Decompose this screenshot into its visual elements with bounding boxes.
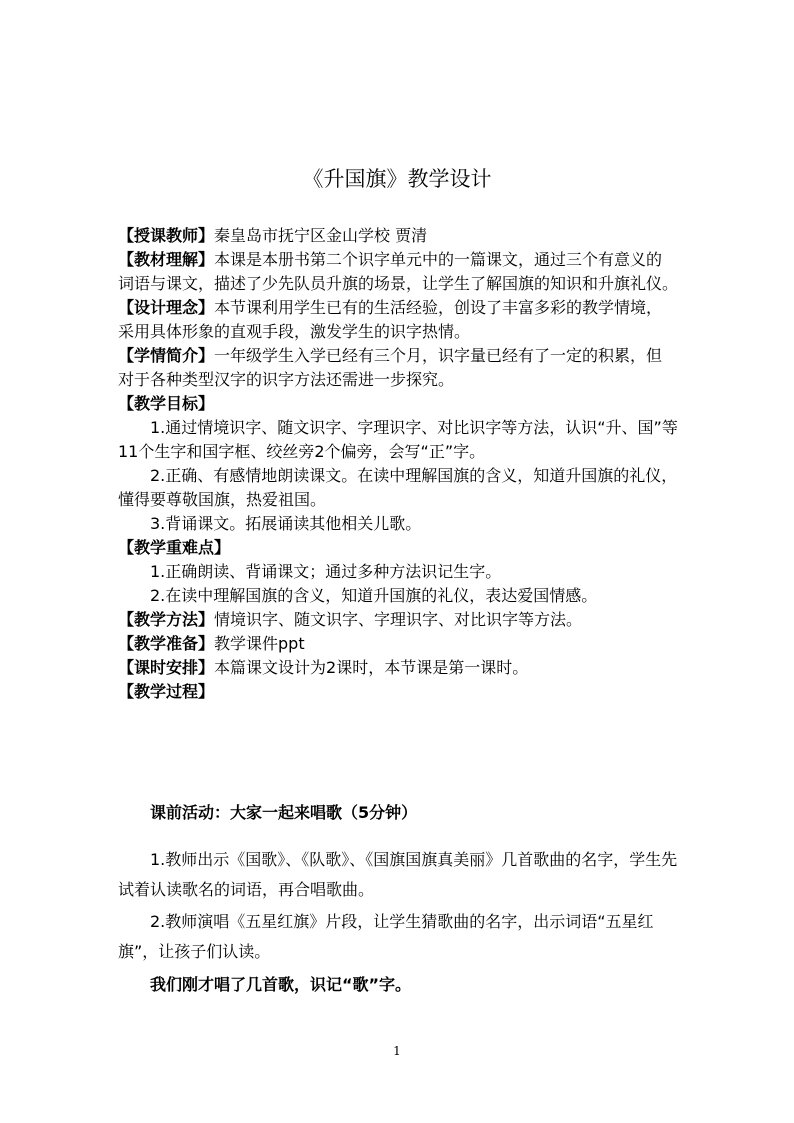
goal-item: 1.通过情境识字、随文识字、字理识字、对比识字等方法，认识“升、国”等11个生字和国字框、绞丝旁2个偏旁，会写“正”字。 xyxy=(118,418,678,461)
info-label: 【教学方法】 xyxy=(118,610,215,629)
info-text: 本篇课文设计为2课时，本节课是第一课时。 xyxy=(214,658,529,677)
activity-heading: 课前活动：大家一起来唱歌（5分钟） xyxy=(150,803,418,822)
info-label: 【教学准备】 xyxy=(118,634,215,653)
page-number: 1 xyxy=(393,1044,401,1058)
info-text: 教学课件ppt xyxy=(214,634,305,653)
info-label: 【授课教师】 xyxy=(118,226,215,245)
goal-item: 3.背诵课文。拓展诵读其他相关儿歌。 xyxy=(150,514,422,533)
process-label: 【教学过程】 xyxy=(118,682,215,701)
info-label: 【教材理解】 xyxy=(118,250,215,269)
info-label: 【设计理念】 xyxy=(118,298,215,317)
goal-item: 2.正确、有感情地朗读课文。在读中理解国旗的含义，知道升国旗的礼仪，懂得要尊敬国旗，热爱祖国。 xyxy=(118,466,678,509)
goals-label: 【教学目标】 xyxy=(118,394,215,413)
lesson-info-section xyxy=(118,224,678,704)
info-text: 本课是本册书第二个识字单元中的一篇课文，通过三个有意义的词语与课文，描述了少先队员升旗的场景，让学生了解国旗的知识和升旗礼仪。 xyxy=(118,250,679,293)
activity-paragraph: 2.教师演唱《五星红旗》片段，让学生猜歌曲的名字，出示词语“五星红旗”，让孩子们认读。 xyxy=(118,912,654,961)
activity-paragraph: 1.教师出示《国歌》、《队歌》、《国旗国旗真美丽》几首歌曲的名字，学生先试着认读歌名的词语，再合唱歌曲。 xyxy=(118,850,678,899)
info-teacher xyxy=(118,224,678,248)
info-text: 本节课利用学生已有的生活经验，创设了丰富多彩的教学情境，采用具体形象的直观手段，激发学生的识字热情。 xyxy=(118,298,663,341)
keypoint-item: 2.在读中理解国旗的含义，知道升国旗的礼仪，表达爱国情感。 xyxy=(150,586,598,605)
page-title: 《升国旗》教学设计 xyxy=(302,167,492,191)
info-students xyxy=(118,344,678,392)
info-schedule xyxy=(118,656,678,680)
info-text: 情境识字、随文识字、字理识字、对比识字等方法。 xyxy=(214,610,583,629)
info-label: 【课时安排】 xyxy=(118,658,215,677)
info-method xyxy=(118,608,678,632)
keypoint-item: 1.正确朗读、背诵课文；通过多种方法识记生字。 xyxy=(150,562,502,581)
activity-section xyxy=(118,801,678,997)
keypoints-label: 【教学重难点】 xyxy=(118,538,231,557)
activity-bold-line: 我们刚才唱了几首歌，识记“歌”字。 xyxy=(150,975,412,994)
info-prep xyxy=(118,632,678,656)
info-material xyxy=(118,248,678,296)
info-concept xyxy=(118,296,678,344)
info-text: 秦皇岛市抚宁区金山学校 贾清 xyxy=(214,226,428,245)
info-label: 【学情简介】 xyxy=(118,346,215,365)
info-text: 一年级学生入学已经有三个月，识字量已经有了一定的积累，但对于各种类型汉字的识字方法还需进一步探究。 xyxy=(118,346,663,389)
